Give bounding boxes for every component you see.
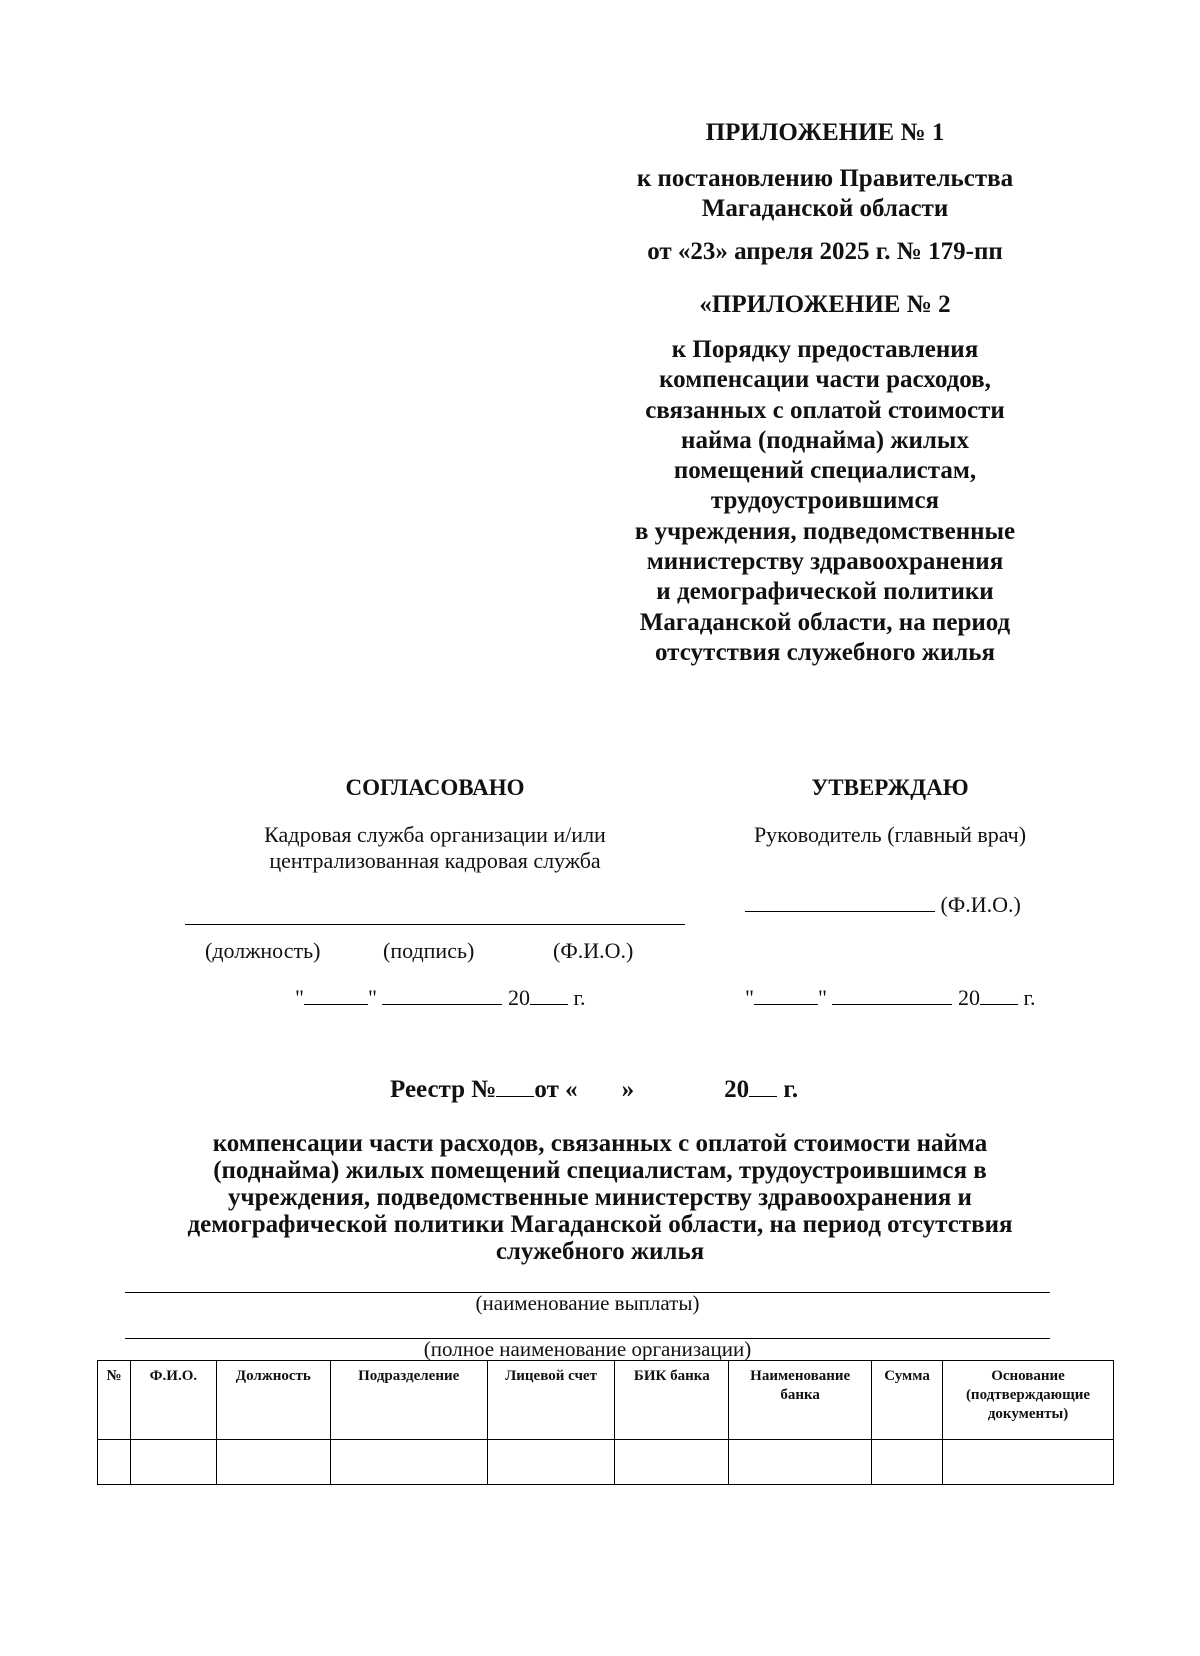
appendix-2-line: найма (поднайма) жилых <box>681 426 969 454</box>
appendix-1-date: от «23» апреля 2025 г. № 179-пп <box>647 238 1003 265</box>
appendix-2-line: отсутствия служебного жилья <box>654 638 996 666</box>
table-cell <box>615 1440 729 1485</box>
table-row <box>98 1440 1114 1485</box>
registry-label: Реестр № <box>390 1076 497 1103</box>
registry-description <box>120 1130 1080 1265</box>
appendix-2-line: трудоустроившимся <box>710 487 940 515</box>
description-line: демографической политики Магаданской области, на период отсутствия <box>187 1211 1013 1238</box>
year-prefix: 20 <box>957 985 980 1010</box>
table-cell <box>330 1440 487 1485</box>
hr-service-line: Кадровая служба организации и/или <box>264 822 606 847</box>
col-department-header: Подразделение <box>330 1361 487 1440</box>
month-blank <box>832 1004 952 1005</box>
registry-close-quote: » <box>621 1076 635 1103</box>
table-cell <box>216 1440 330 1485</box>
appendix-2-line: к Порядку предоставления <box>671 336 979 363</box>
appendix-1-subtitle-line: к постановлению Правительства <box>636 165 1014 192</box>
year-blank <box>530 1004 568 1005</box>
registry-title <box>390 1076 798 1104</box>
description-line: учреждения, подведомственные министерству здравоохранения и <box>228 1184 972 1211</box>
col-number-header: № <box>98 1361 131 1440</box>
appendix-2-line: и демографической политики <box>656 578 994 606</box>
approve-title: УТВЕРЖДАЮ <box>811 775 969 800</box>
right-date-line <box>745 985 1036 1011</box>
hr-service-label <box>185 822 685 874</box>
table-cell <box>98 1440 131 1485</box>
appendix-2-title: «ПРИЛОЖЕНИЕ № 2 <box>699 291 951 318</box>
quote-close: " <box>367 985 377 1010</box>
table-cell <box>130 1440 216 1485</box>
appendix-1-subtitle <box>600 164 1050 224</box>
table-cell <box>943 1440 1114 1485</box>
appendix-2-line: помещений специалистам, <box>673 457 977 485</box>
year-suffix: г. <box>573 985 586 1010</box>
col-bank-name-header: Наименование банка <box>729 1361 872 1440</box>
appendix-2-line: компенсации части расходов, <box>659 366 991 394</box>
appendix-2-description <box>600 335 1050 668</box>
org-name-caption: (полное наименование организации) <box>423 1337 752 1361</box>
table-cell <box>487 1440 615 1485</box>
right-fio-line <box>745 892 1021 918</box>
appendix-2-line: связанных с оплатой стоимости <box>645 396 1005 424</box>
head-label: Руководитель (главный врач) <box>753 822 1027 847</box>
caption-position: (должность) <box>205 938 321 963</box>
year-blank <box>980 1004 1018 1005</box>
table-header-row <box>98 1361 1114 1440</box>
col-bik-header: БИК банка <box>615 1361 729 1440</box>
col-account-header: Лицевой счет <box>487 1361 615 1440</box>
description-line: служебного жилья <box>495 1238 705 1265</box>
table-cell <box>872 1440 943 1485</box>
col-amount-header: Сумма <box>872 1361 943 1440</box>
registry-table <box>97 1360 1114 1485</box>
registry-year-suffix: г. <box>783 1076 799 1103</box>
quote-open: " <box>295 985 304 1010</box>
quote-close: " <box>817 985 827 1010</box>
fio-caption: (Ф.И.О.) <box>940 892 1021 917</box>
registry-year-blank <box>749 1096 777 1097</box>
appendix-1-subtitle-line: Магаданской области <box>701 195 949 222</box>
hr-service-line: централизованная кадровая служба <box>269 848 601 873</box>
fio-blank <box>745 911 935 912</box>
registry-number-blank <box>496 1096 534 1097</box>
registry-from: от « <box>534 1076 578 1103</box>
appendix-2-line: в учреждения, подведомственные <box>634 517 1016 545</box>
quote-open: " <box>745 985 754 1010</box>
col-position-header: Должность <box>216 1361 330 1440</box>
year-prefix: 20 <box>507 985 530 1010</box>
registry-year: 20 <box>724 1076 750 1103</box>
day-blank <box>754 1004 818 1005</box>
description-line: (поднайма) жилых помещений специалистам, трудоустроившимся в <box>213 1157 987 1184</box>
col-basis-header: Основание (подтверждающие документы) <box>943 1361 1114 1440</box>
approved-by-title: СОГЛАСОВАНО <box>345 775 525 800</box>
description-line: компенсации части расходов, связанных с оплатой стоимости найма <box>212 1130 988 1157</box>
appendix-1-title: ПРИЛОЖЕНИЕ № 1 <box>705 119 945 146</box>
caption-signature: (подпись) <box>383 938 475 963</box>
month-blank <box>382 1004 502 1005</box>
year-suffix: г. <box>1023 985 1036 1010</box>
caption-fio: (Ф.И.О.) <box>553 938 634 963</box>
col-fio-header: Ф.И.О. <box>130 1361 216 1440</box>
table-cell <box>729 1440 872 1485</box>
appendix-2-line: министерству здравоохранения <box>646 548 1004 576</box>
day-blank <box>304 1004 368 1005</box>
payment-name-caption: (наименование выплаты) <box>475 1291 700 1315</box>
left-signature-line <box>185 924 685 925</box>
appendix-2-line: Магаданской области, на период <box>639 608 1011 636</box>
left-date-line <box>295 985 586 1011</box>
